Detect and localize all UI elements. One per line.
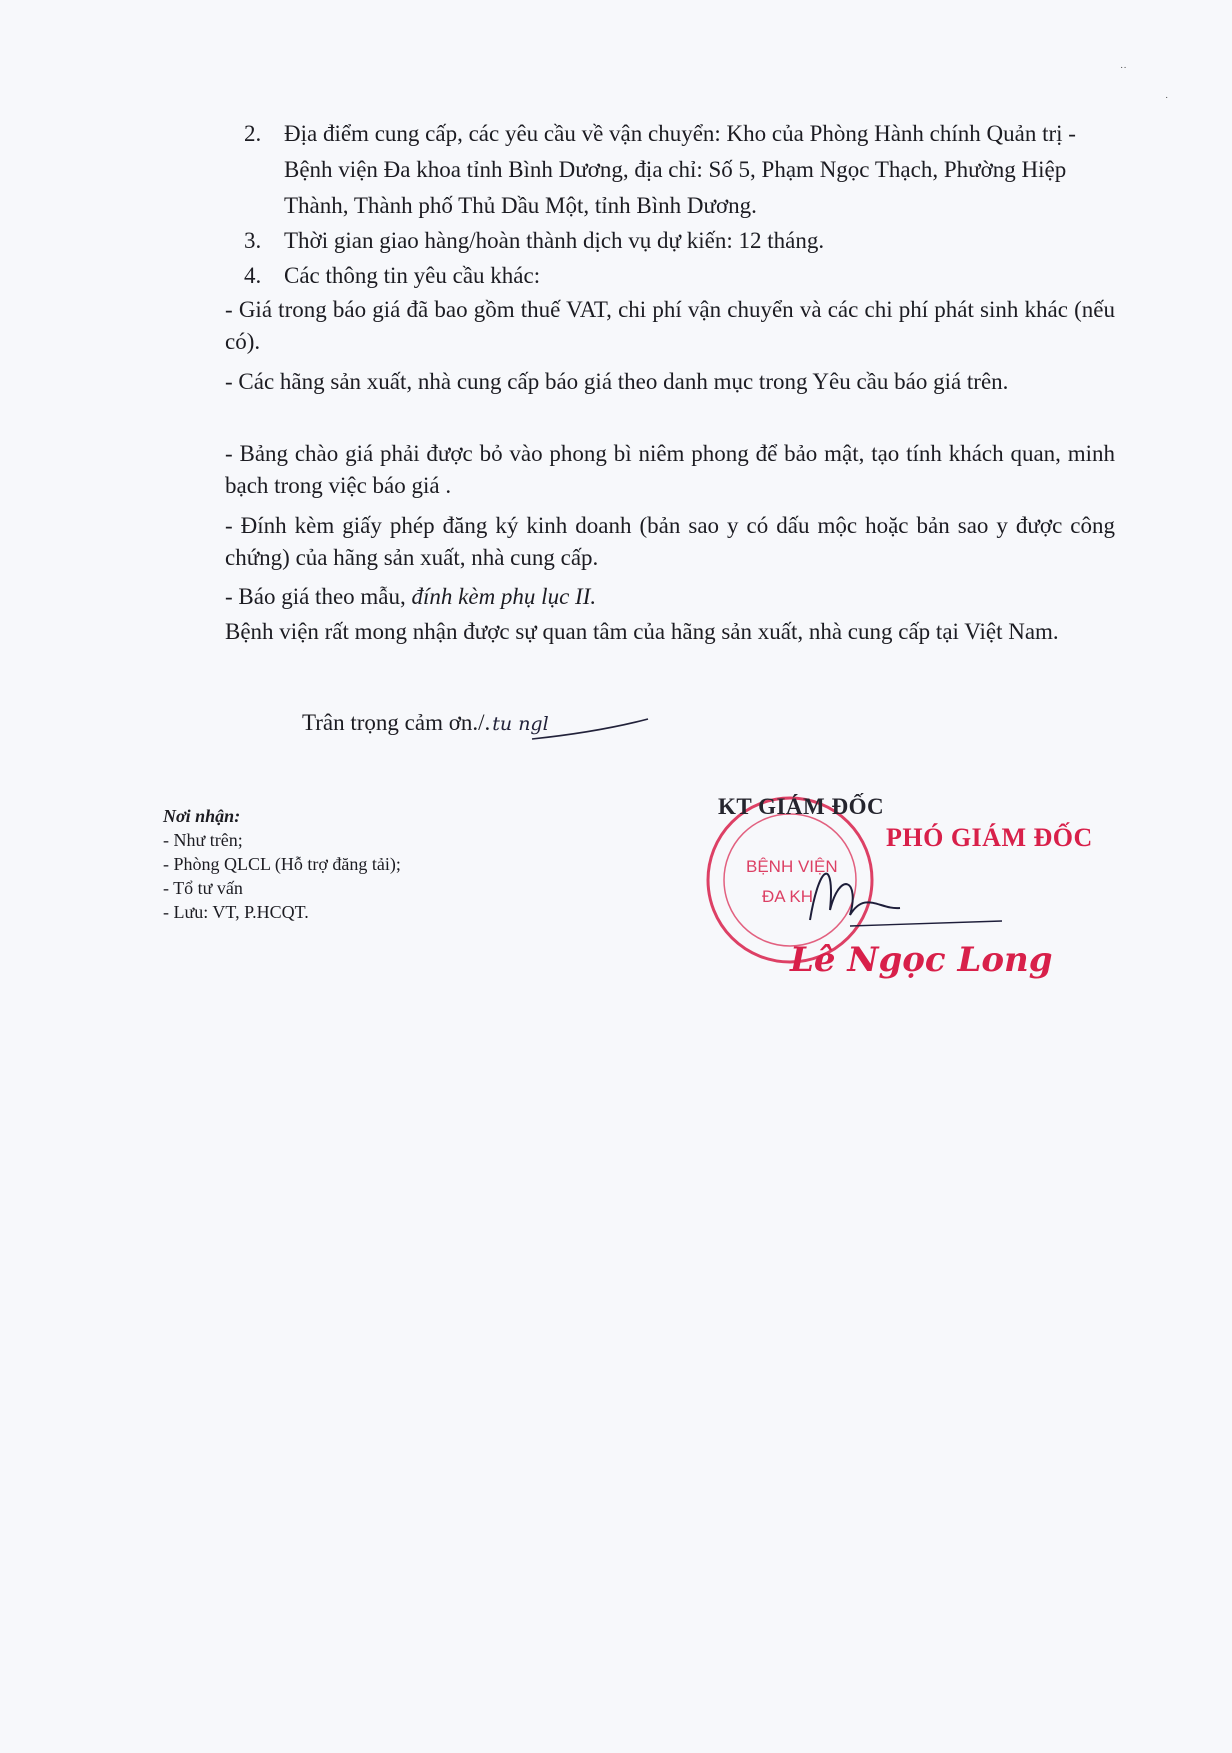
scan-speck: ˙ [1165,96,1169,107]
requirement-vat: - Giá trong báo giá đã bao gồm thuế VAT, chi phí vận chuyển và các chi phí phát sinh khác (nếu có). [225,297,1115,354]
recipient-item: - Lưu: VT, P.HCQT. [163,902,309,922]
signer-name: Lê Ngọc Long [790,940,1053,980]
initials-flourish [530,715,650,745]
handwritten-initials: tu ngl [492,713,549,735]
recipient-item: - Phòng QLCL (Hỗ trợ đăng tải); [163,854,401,874]
scan-speck: ˙˙ [1120,66,1127,77]
requirement-sealed-envelope: - Bảng chào giá phải được bỏ vào phong bì niêm phong để bảo mật, tạo tính khách quan, minh bạch trong việc báo giá . [225,441,1115,498]
list-item-delivery-time [244,223,1116,259]
closing-line [302,707,549,740]
requirement-template [225,581,1115,613]
recipients-heading: Nơi nhận: [163,806,241,826]
list-number: 4. [244,263,262,288]
svg-text:BỆNH VIỆN: BỆNH VIỆN [746,857,838,876]
requirement-business-license: - Đính kèm giấy phép đăng ký kinh doanh (bản sao y có dấu mộc hoặc bản sao y được công chứng) của hãng sản xuất, nhà cung cấp. [225,513,1115,570]
list-item-delivery-location [244,116,1116,224]
list-number: 2. [244,121,262,146]
recipient-item: - Như trên; [163,830,243,850]
interest-paragraph: Bệnh viện rất mong nhận được sự quan tâm của hãng sản xuất, nhà cung cấp tại Việt Nam. [225,619,1059,644]
list-item-other-requirements [244,258,1116,294]
list-text: Địa điểm cung cấp, các yêu cầu về vận chuyển: Kho của Phòng Hành chính Quản trị - Bệnh viện Đa khoa tỉnh Bình Dương, địa chỉ: Số 5, Phạm Ngọc Thạch, Phường Hiệp Thành, Thành phố Thủ Dầu Một, tỉnh Bình Dương. [284,121,1076,218]
list-text: Các thông tin yêu cầu khác: [284,263,541,288]
recipients-block [163,804,401,924]
signature-block [700,790,1120,1010]
list-text: Thời gian giao hàng/hoàn thành dịch vụ dự kiến: 12 tháng. [284,228,825,253]
svg-text:ĐA KH: ĐA KH [762,887,814,906]
deputy-director-title: PHÓ GIÁM ĐỐC [886,823,1093,852]
recipient-item: - Tổ tư vấn [163,878,243,898]
kt-director-line: KT GIÁM ĐỐC [718,794,885,819]
template-prefix: - Báo giá theo mẫu, [225,584,412,609]
requirement-catalog: - Các hãng sản xuất, nhà cung cấp báo giá theo danh mục trong Yêu cầu báo giá trên. [225,369,1009,394]
template-appendix: đính kèm phụ lục II. [411,584,597,609]
closing-text: Trân trọng cảm ơn./. [302,710,491,735]
list-number: 3. [244,228,262,253]
